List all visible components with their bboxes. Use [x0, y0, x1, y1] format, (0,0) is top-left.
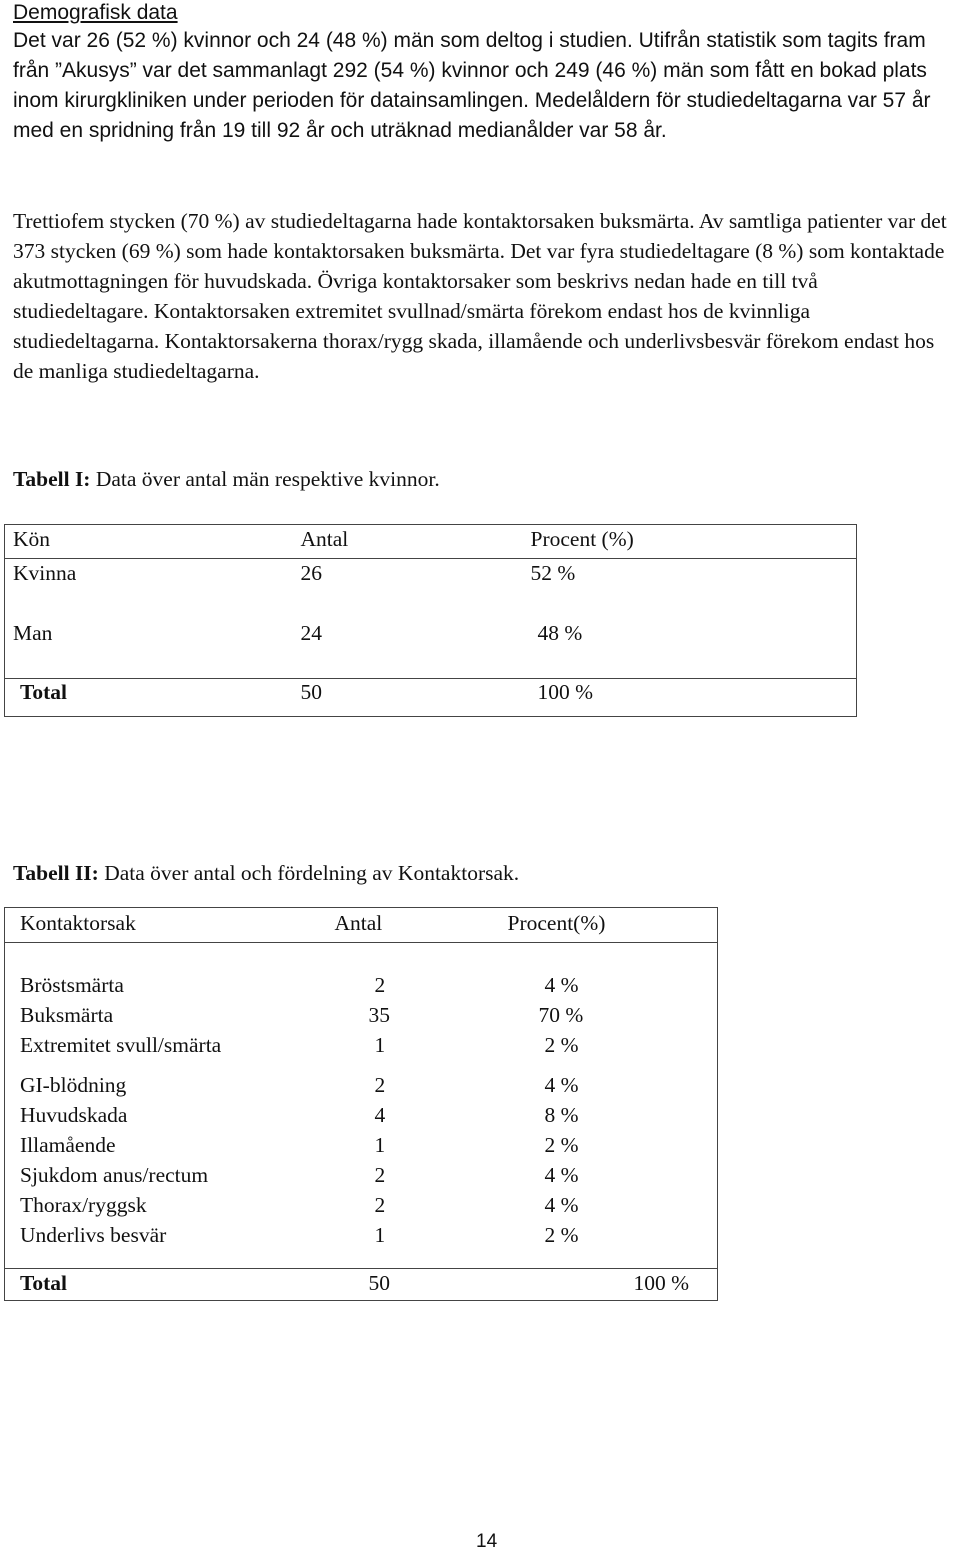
- table2-cell: 4 %: [544, 973, 579, 997]
- table2-header-cell: Antal: [335, 908, 445, 943]
- table2-cell: GI-blödning: [20, 1073, 127, 1097]
- table2-cell: 35: [368, 1003, 390, 1027]
- page-number: 14: [476, 1531, 498, 1552]
- section-heading: Demografisk data: [13, 1, 178, 24]
- table1-cell: 48 %: [537, 621, 583, 645]
- table-row: [5, 1223, 718, 1269]
- table2-cell: 4 %: [544, 1163, 579, 1187]
- table2-cell: 2 %: [544, 1223, 579, 1247]
- table1-cell: Man: [13, 621, 53, 645]
- table-row: [5, 1033, 718, 1073]
- table2-caption: [13, 861, 519, 886]
- paragraph-demographics: Det var 26 (52 %) kvinnor och 24 (48 %) män som deltog i studien. Utifrån statistik som tagits fram från ”Akusys” var det sammanlagt 292 (54 %) kvinnor och 249 (46 %) män som fått en bokad plats inom kirurgkliniken under perioden för datainsamlingen. Medelåldern för studiedeltagarna var 57 år med en spridning från 19 till 92 år och uträknad medianålder var 58 år.: [13, 29, 931, 142]
- table-row: [5, 973, 718, 1003]
- table2-cell: Extremitet svull/smärta: [20, 1033, 222, 1057]
- table2-header-cell: Kontaktorsak: [5, 908, 335, 943]
- table-row: [5, 1163, 718, 1193]
- table2-cell: 2: [374, 1193, 386, 1217]
- table-contact-causes: [4, 907, 718, 1301]
- table2-cell: Sjukdom anus/rectum: [20, 1163, 209, 1187]
- table2-cell: Huvudskada: [20, 1103, 128, 1127]
- table1-total-percent: 100 %: [537, 680, 594, 704]
- table2-cell: 2: [374, 1163, 386, 1187]
- table1-header-cell: Antal: [301, 525, 531, 559]
- table2-cell: 2: [374, 973, 386, 997]
- table2-caption-label: Tabell II:: [13, 861, 99, 885]
- table2-header-row: [5, 908, 718, 943]
- table1-caption-label: Tabell I:: [13, 467, 91, 491]
- table2-total-row: [5, 1269, 718, 1301]
- table-gender: [4, 524, 857, 717]
- table1-caption-text: Data över antal män respektive kvinnor.: [90, 467, 440, 491]
- table-row: [5, 1193, 718, 1223]
- table2-cell: Illamående: [20, 1133, 116, 1157]
- table1-total-count: 50: [300, 680, 322, 704]
- paragraph-contact-causes: Trettiofem stycken (70 %) av studiedeltagarna hade kontaktorsaken buksmärta. Av samtliga patienter var det 373 stycken (69 %) som hade kontaktorsaken buksmärta. Det var fyra studiedeltagare (8 %) som kontaktade akutmottagningen för huvudskada. Övriga kontaktorsaker som beskrivs nedan hade en till två studiedeltagare. Kontaktorsaken extremitet svullnad/smärta förekom endast hos de kvinnliga studiedeltagarna. Kontaktorsakerna thorax/rygg skada, illamående och underlivsbesvär förekom endast hos de manliga studiedeltagarna.: [13, 209, 947, 383]
- table1-header-row: [5, 525, 857, 559]
- table-row: [5, 1103, 718, 1133]
- table1-caption: [13, 467, 440, 492]
- table1-cell: 52 %: [530, 561, 576, 585]
- table2-cell: 2 %: [544, 1033, 579, 1057]
- table-row: [5, 1133, 718, 1163]
- table2-cell: Buksmärta: [20, 1003, 114, 1027]
- table2-cell: Bröstsmärta: [20, 973, 124, 997]
- table2-cell: Underlivs besvär: [20, 1223, 167, 1247]
- table1-total-label: Total: [20, 680, 67, 704]
- table2-cell: 4 %: [544, 1073, 579, 1097]
- table1-header-cell: Procent (%): [531, 525, 857, 559]
- table2-total-count: 50: [368, 1271, 390, 1295]
- table2-cell: 1: [374, 1033, 386, 1057]
- table2-caption-text: Data över antal och fördelning av Kontaktorsak.: [98, 861, 520, 885]
- table2-cell: 2 %: [544, 1133, 579, 1157]
- table-row: [5, 1003, 718, 1033]
- table2-header-cell: Procent(%): [445, 908, 718, 943]
- table1-cell: Kvinna: [13, 561, 77, 585]
- table1-total-row: [5, 679, 857, 717]
- table1-header-cell: Kön: [5, 525, 301, 559]
- table2-spacer-row: [5, 943, 718, 974]
- table2-total-label: Total: [20, 1271, 67, 1295]
- table2-cell: 4: [374, 1103, 386, 1127]
- table-row: [5, 621, 857, 679]
- table1-cell: 24: [300, 621, 322, 645]
- table2-cell: 2: [374, 1073, 386, 1097]
- table2-cell: 4 %: [544, 1193, 579, 1217]
- table-row: [5, 559, 857, 622]
- table2-cell: Thorax/ryggsk: [20, 1193, 147, 1217]
- table2-total-percent: 100 %: [633, 1271, 690, 1295]
- table2-cell: 1: [374, 1133, 386, 1157]
- table2-cell: 8 %: [544, 1103, 579, 1127]
- table2-cell: 70 %: [538, 1003, 584, 1027]
- table2-cell: 1: [374, 1223, 386, 1247]
- table-row: [5, 1073, 718, 1103]
- table1-cell: 26: [300, 561, 322, 585]
